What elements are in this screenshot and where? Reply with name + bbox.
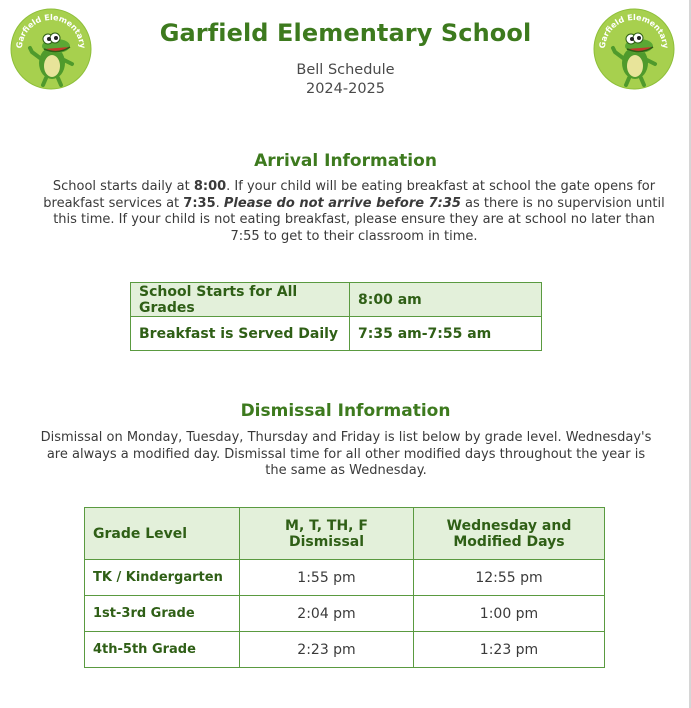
school-year: 2024-2025 bbox=[305, 81, 386, 97]
page-subtitle: Bell Schedule bbox=[296, 62, 395, 78]
table-row bbox=[85, 560, 605, 596]
arrival-label: School Starts for All Grades bbox=[131, 283, 350, 317]
page-title: Garfield Elementary School bbox=[159, 19, 532, 47]
column-header: Wednesday and Modified Days bbox=[414, 508, 605, 560]
table-row bbox=[85, 632, 605, 668]
arrival-label: Breakfast is Served Daily bbox=[131, 317, 350, 351]
dismissal-heading: Dismissal Information bbox=[240, 401, 451, 421]
regular-dismissal-cell: 2:04 pm bbox=[240, 596, 414, 632]
grade-cell: 1st-3rd Grade bbox=[85, 596, 240, 632]
grade-cell: 4th-5th Grade bbox=[85, 632, 240, 668]
arrival-value: 7:35 am-7:55 am bbox=[350, 317, 542, 351]
table-header-row bbox=[85, 508, 605, 560]
table-row bbox=[85, 596, 605, 632]
arrival-table bbox=[130, 282, 542, 351]
table-row bbox=[131, 317, 542, 351]
arrival-paragraph: School starts daily at 8:00. If your child will be eating breakfast at school the gate opens for breakfast services at 7:35. Please do not arrive before 7:35 as there is no supervision until this time. If your child is not eating breakfast, please ensure they are at school no later than 7:55 to get to their classroom in time. bbox=[43, 179, 665, 244]
modified-dismissal-cell: 1:23 pm bbox=[414, 632, 605, 668]
modified-dismissal-cell: 12:55 pm bbox=[414, 560, 605, 596]
column-header: M, T, TH, F Dismissal bbox=[240, 508, 414, 560]
regular-dismissal-cell: 2:23 pm bbox=[240, 632, 414, 668]
modified-dismissal-cell: 1:00 pm bbox=[414, 596, 605, 632]
dismissal-table bbox=[84, 507, 605, 668]
svg-text:Garfield Elementary: Garfield Elementary bbox=[14, 12, 88, 49]
grade-cell: TK / Kindergarten bbox=[85, 560, 240, 596]
svg-text:Garfield Elementary: Garfield Elementary bbox=[597, 12, 671, 49]
column-header: Grade Level bbox=[85, 508, 240, 560]
regular-dismissal-cell: 1:55 pm bbox=[240, 560, 414, 596]
table-row bbox=[131, 283, 542, 317]
dismissal-paragraph: Dismissal on Monday, Tuesday, Thursday and Friday is list below by grade level. Wednesday's are always a modified day. Dismissal time for all other modified days throughout the year is the same as Wednesday. bbox=[40, 430, 652, 479]
arrival-heading: Arrival Information bbox=[254, 151, 437, 171]
arrival-value: 8:00 am bbox=[350, 283, 542, 317]
